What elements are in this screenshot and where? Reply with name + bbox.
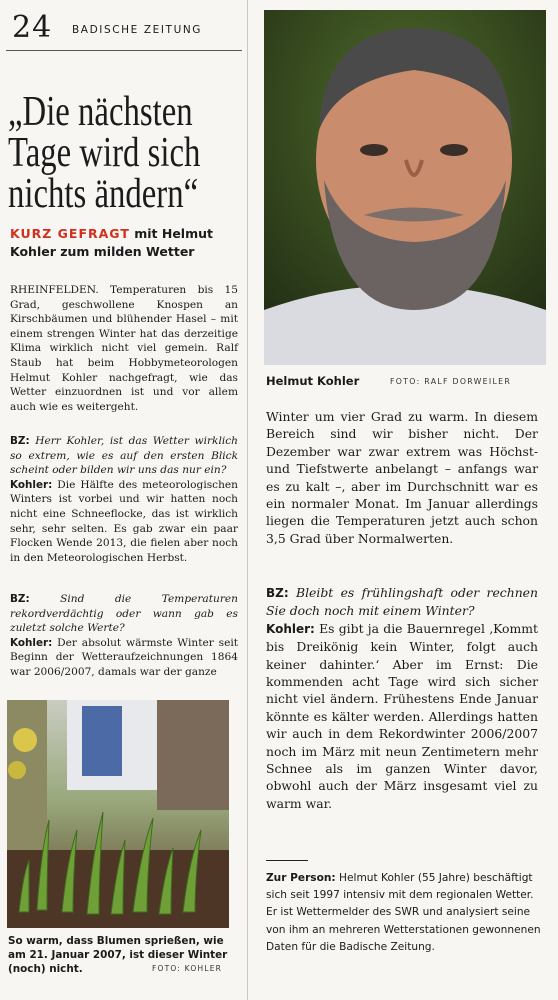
column-divider: [247, 0, 248, 1000]
kicker-label: KURZ GEFRAGT: [10, 226, 130, 241]
right-paragraph: Winter um vier Grad zu warm. In diesem Bereich sind wir bisher nicht. Der Dezember war zwar extrem was Höchst- und Tiefstwerte anbelangt – anfangs war es zu kalt –, aber im Durchschnitt war es ein normaler Monat. Im Januar allerdings liegen die Temperaturen jetzt auch schon 3,5 Grad über Normalwerten.: [266, 409, 538, 546]
kicker: [10, 225, 242, 261]
answer-text: Der absolut wärmste Winter seit Beginn der Wetteraufzeichnungen 1864 war 2006/2007, damals war der ganze: [10, 636, 238, 678]
portrait-credit: FOTO: RALF DORWEILER: [390, 377, 512, 386]
page-header: [6, 10, 242, 54]
flower-photo-image: [7, 700, 229, 928]
flower-photo-credit: FOTO: KOHLER: [152, 964, 223, 973]
answer-text: Die Hälfte des meteorologischen Winters ist vorbei und wir hatten noch nicht eine Schneeflocke, das ist wirklich sehr, sehr selten. Es gab zwar ein paar Flocken Wende 2013, die fielen aber noch in den Meteorologischen Herbst.: [10, 478, 238, 564]
page-number: 24: [12, 10, 53, 45]
flower-photo-caption: So warm, dass Blumen sprießen, wie am 21. Januar 2007, ist dieser Winter (noch) nicht.: [8, 935, 228, 975]
kohler-label: Kohler:: [10, 636, 53, 649]
interview-block-3: [266, 584, 538, 812]
interview-block-1: [10, 434, 238, 565]
portrait-caption: Helmut Kohler: [266, 374, 360, 388]
question-text: Bleibt es frühlingshaft oder rechnen Sie doch noch mit einem Winter?: [266, 585, 538, 619]
headline-line: Tage wird sich: [8, 130, 201, 176]
paper-name: BADISCHE ZEITUNG: [72, 24, 203, 36]
kohler-label: Kohler:: [266, 621, 315, 636]
headline: [8, 89, 242, 217]
kohler-label: Kohler:: [10, 478, 53, 491]
bz-label: BZ:: [10, 593, 30, 605]
answer-text: Es gibt ja die Bauernregel ‚Kommt bis Dreikönig kein Winter, folgt auch keiner dahinter.‘ Aber im Ernst: Die kommenden acht Tage wird sich sicher nicht viel ändern. Frühestens Ende Januar könnte es kälter werden. Allerdings hatten wir auch in dem Rekordwinter 2006/2007 noch im März mit neun Zentimetern mehr Schnee als im ganzen Winter davor, obwohl auch der März insgesamt viel zu warm war.: [266, 620, 538, 811]
person-box: [266, 870, 542, 956]
bz-label: BZ:: [266, 586, 289, 600]
person-label: Zur Person:: [266, 872, 336, 884]
kicker-text: mit Helmut Kohler zum milden Wetter: [10, 226, 213, 259]
portrait-photo-image: [264, 10, 546, 365]
bz-label: BZ:: [10, 435, 30, 447]
question-text: Herr Kohler, ist das Wetter wirklich so extrem, wie es auf den ersten Blick scheint oder bilden wir uns das nur ein?: [10, 435, 238, 477]
flower-photo: [7, 700, 229, 928]
interview-block-2: [10, 592, 238, 680]
portrait-photo: [264, 10, 546, 365]
headline-line: nichts ändern“: [8, 171, 199, 217]
left-column: [0, 0, 246, 1000]
question-text: Sind die Temperaturen rekordverdächtig oder wann gab es zuletzt solche Werte?: [10, 593, 238, 635]
person-rule: [266, 860, 308, 861]
intro-paragraph: RHEINFELDEN. Temperaturen bis 15 Grad, geschwollene Knospen an Kirschbäumen und blühender Hasel – mit einem strengen Winter hat das derzeitige Klima wirklich nicht viel gemein. Ralf Staub hat beim Hobbymeteorologen Helmut Kohler nachgefragt, wie das Wetter einzuordnen ist und vor allem auch wie es weitergeht.: [10, 284, 238, 413]
person-text: Helmut Kohler (55 Jahre) beschäftigt sich seit 1997 intensiv mit dem regionalen Wetter. Er ist Wettermelder des SWR und analysiert seine von ihm an mehreren Wetterstationen gewonnenen Daten für die Badische Zeitung.: [266, 872, 541, 953]
headline-line: „Die nächsten: [8, 89, 193, 135]
header-rule: [6, 50, 242, 51]
